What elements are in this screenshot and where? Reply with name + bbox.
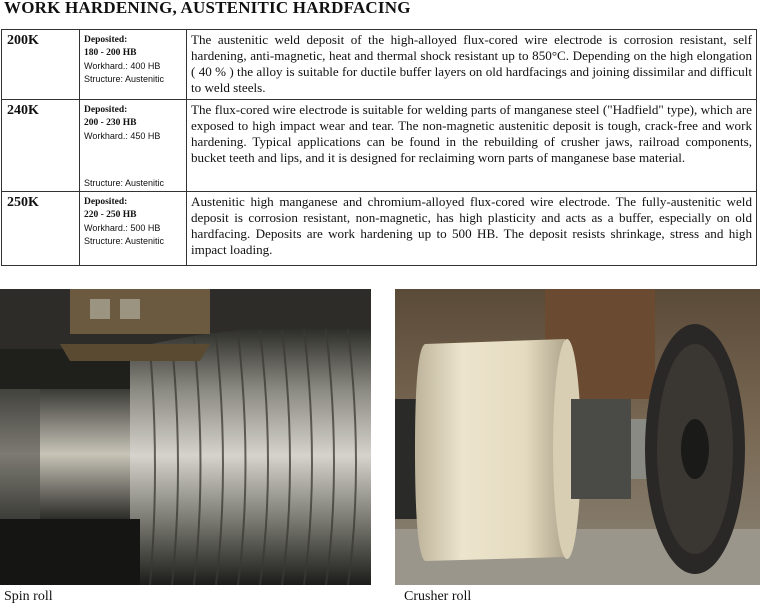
product-code: 250K [2,192,80,266]
deposited-value: 200 - 230 HB [84,118,137,128]
deposited-label: Deposited: [84,105,128,115]
crusher-roll-caption: Crusher roll [404,589,472,604]
deposited-label: Deposited: [84,197,128,207]
workhard-value: Workhard.: 500 HB [84,223,161,233]
workhard-value: Workhard.: 400 HB [84,61,161,71]
page-title: WORK HARDENING, AUSTENITIC HARDFACING [4,0,411,17]
table-row [2,30,757,100]
product-description: Austenitic high manganese and chromium-alloyed flux-cored wire electrode. The fully-austenitic weld deposit is corrosion resistant, non-magnetic, has high plasticity and acts as a buffer, especially on old hardfacing. Deposits are work hardening up to 500 HB. The deposit resists shrinkage, stress and high impact loading. [187,192,757,266]
crusher-roll-photo [395,289,760,585]
spin-roll-caption: Spin roll [4,589,53,604]
spin-roll-photo [0,289,371,585]
product-properties [80,100,187,192]
product-code: 200K [2,30,80,100]
product-code: 240K [2,100,80,192]
product-description: The flux-cored wire electrode is suitable for welding parts of manganese steel ("Hadfield" type), which are exposed to high impact wear and tear. The non-magnetic austenitic deposit is tough, crack-free and work hardening. Typical applications can be found in the rebuilding of crusher jaws, railroad components, bucket teeth and lips, and it is designed for reclaiming worn parts of manganese base material. [187,100,757,192]
structure-value: Structure: Austenitic [84,178,165,188]
structure-value: Structure: Austenitic [84,74,165,84]
structure-value: Structure: Austenitic [84,236,165,246]
table-row [2,192,757,266]
product-properties [80,192,187,266]
product-table [1,29,757,266]
deposited-label: Deposited: [84,35,128,45]
table-row [2,100,757,192]
product-description: The austenitic weld deposit of the high-alloyed flux-cored wire electrode is corrosion resistant, self hardening, anti-magnetic, heat and thermal shock resistant up to 850°C. Depending on the high elongation ( 40 % ) the alloy is suitable for ductile buffer layers on old hardfacings and joining dissimilar and difficult to weld steels. [187,30,757,100]
deposited-value: 220 - 250 HB [84,210,137,220]
product-properties [80,30,187,100]
workhard-value: Workhard.: 450 HB [84,131,161,141]
deposited-value: 180 - 200 HB [84,48,137,58]
